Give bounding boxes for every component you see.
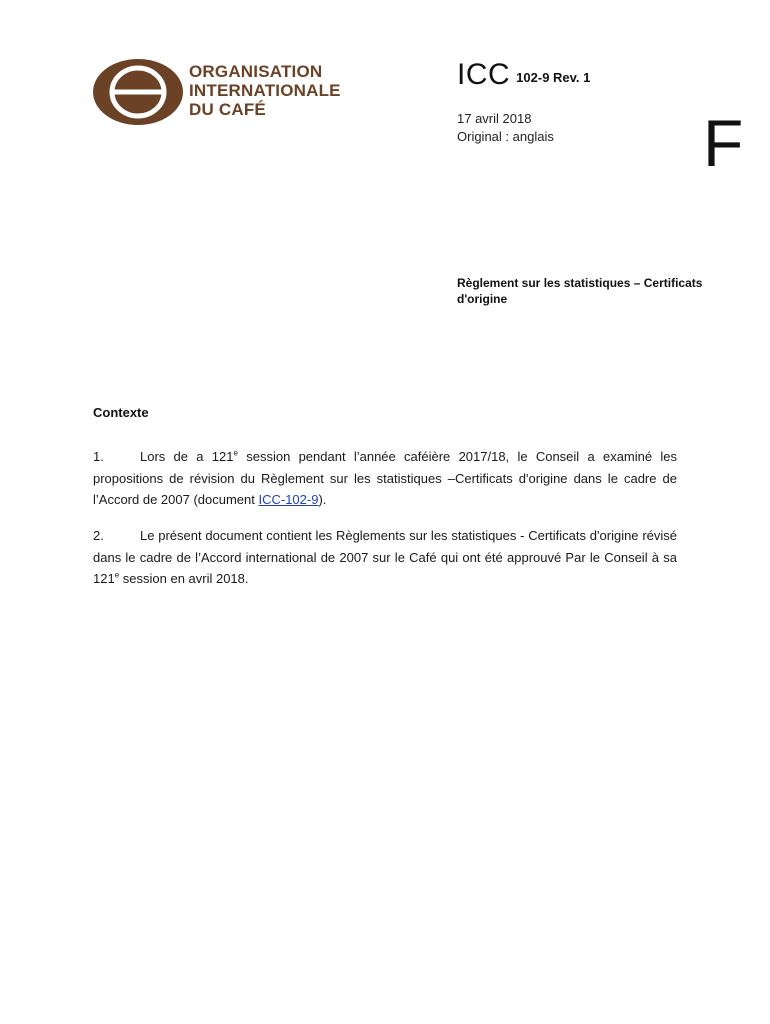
original-language: Original : anglais (457, 129, 554, 144)
paragraph-text: Lors de a 121 (140, 449, 234, 464)
document-subject: Règlement sur les statistiques – Certificats d'origine (457, 276, 703, 306)
logo-line-3: DU CAFÉ (189, 100, 266, 119)
document-meta (457, 110, 554, 146)
paragraph-text: Le présent document contient les Règlements sur les statistiques - Certificats d'origine révisé dans le cadre de l’Accord international de 2007 sur le Café qui ont été approuvé Par le Conseil à sa 121 (93, 528, 677, 586)
organisation-name (189, 62, 341, 119)
reference-prefix: ICC (457, 58, 511, 91)
document-date: 17 avril 2018 (457, 111, 532, 126)
section-heading: Contexte (93, 405, 149, 420)
paragraph-number: 2. (93, 528, 104, 543)
language-letter: F (703, 106, 744, 180)
paragraph-2 (93, 525, 677, 590)
reference-number: 102-9 Rev. 1 (516, 70, 591, 85)
document-link[interactable]: ICC-102-9 (258, 492, 319, 507)
ordinal-superscript: e (233, 448, 238, 458)
ico-logo (92, 58, 362, 128)
coffee-bean-icon (92, 58, 184, 126)
paragraph-1 (93, 446, 677, 511)
paragraph-number: 1. (93, 449, 104, 464)
ordinal-superscript: e (114, 570, 120, 580)
logo-line-2: INTERNATIONALE (189, 81, 341, 100)
document-reference (457, 58, 590, 92)
paragraph-text: session pendant l’année caféière 2017/18, le Conseil a examiné les propositions de révision du Règlement sur les statistiques –Certificats d'origine dans le cadre de l’Accord de 2007 (document (93, 449, 677, 507)
paragraph-text: session en avril 2018. (119, 571, 249, 586)
logo-line-1: ORGANISATION (189, 62, 323, 81)
paragraph-text: ). (318, 492, 327, 507)
